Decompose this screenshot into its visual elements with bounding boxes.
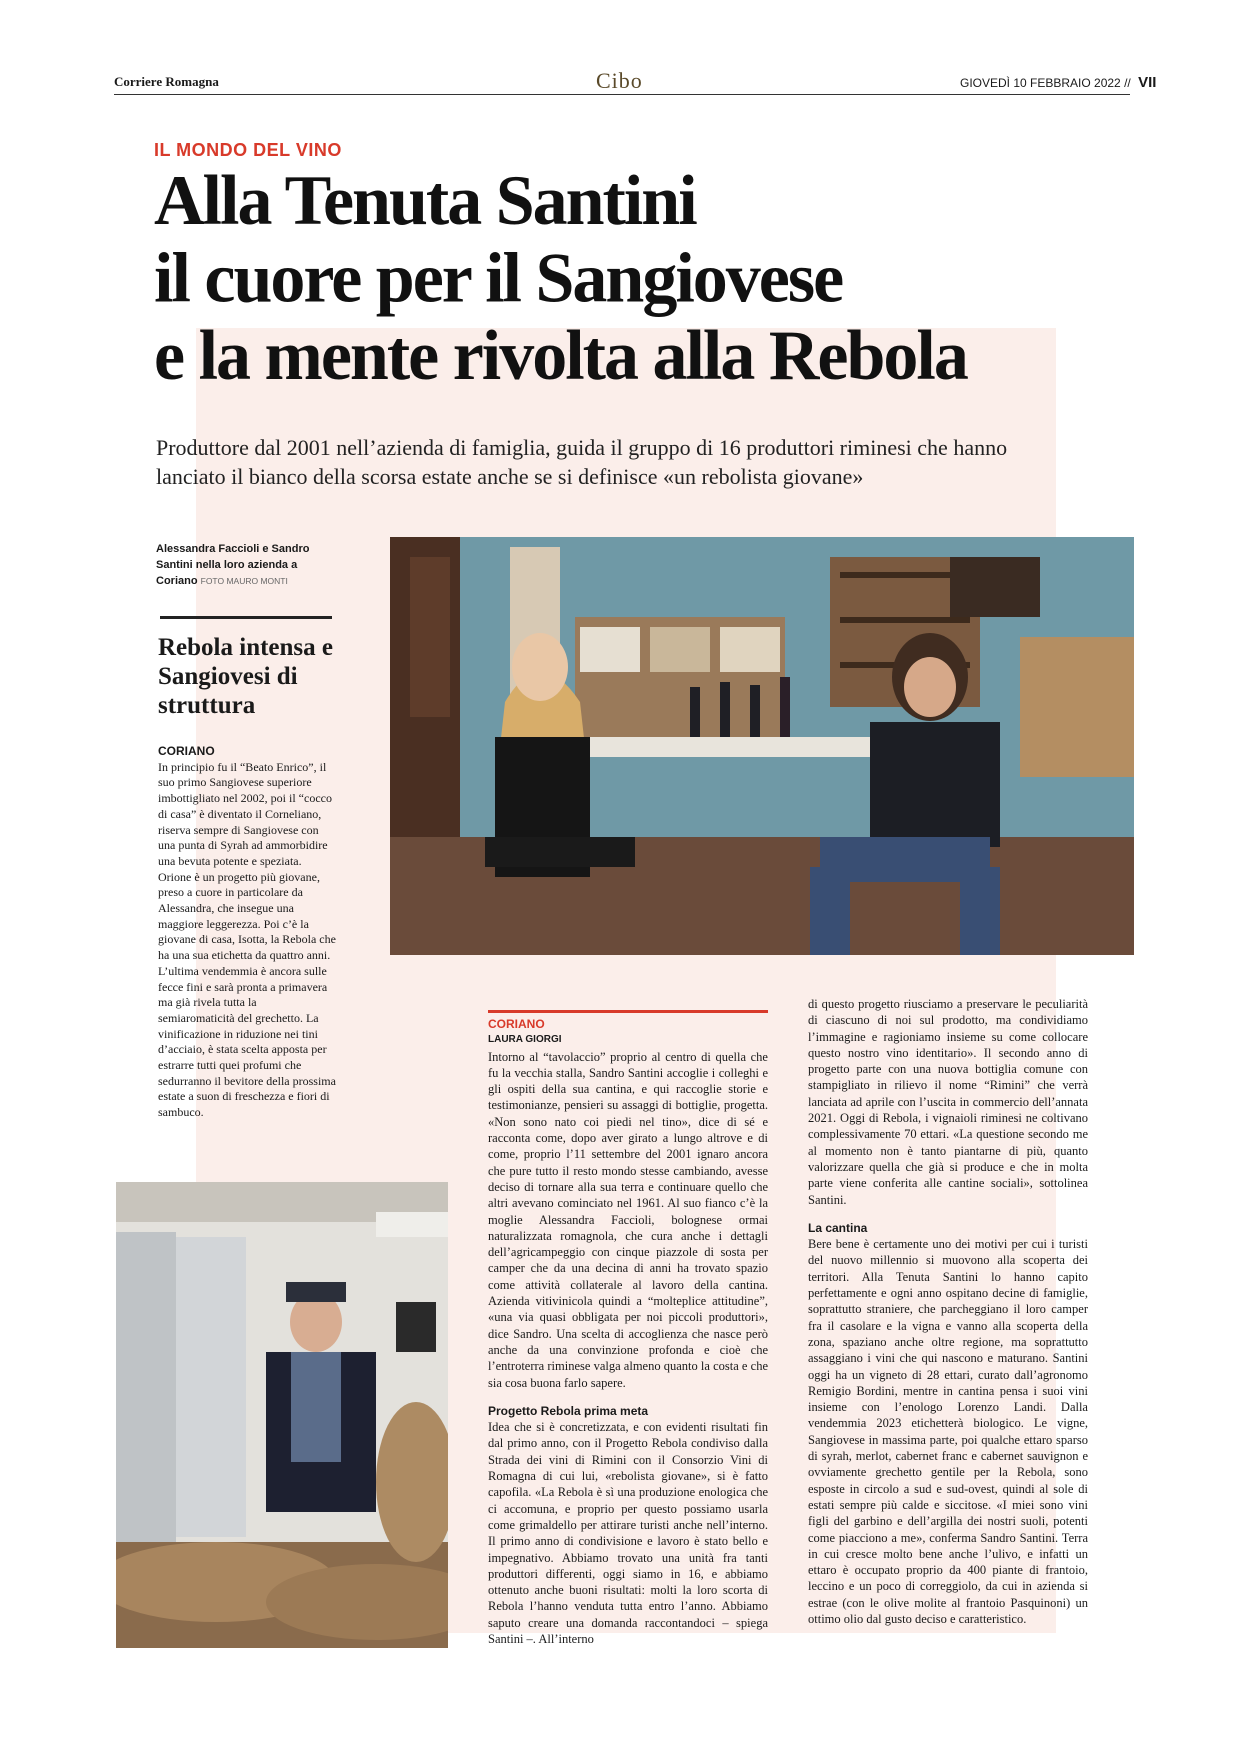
headline-line-3: e la mente rivolta alla Rebola: [154, 316, 967, 396]
article-location: CORIANO: [488, 1017, 545, 1031]
photo-credit: FOTO MAURO MONTI: [200, 576, 288, 586]
main-photo-illustration: [390, 537, 1134, 955]
article-paragraph-3: di questo progetto riusciamo a preservare le peculiarità di ciascuno di noi sul prodotto, ma condividiamo l’immagine e ragioniamo insieme su come collocare questo nostro vino identitario». Il secondo anno di progetto parte con una nuova bottiglia comune con stampigliato in rilievo il nome “Rimini” che verrà lanciata ad aprile con l’uscita in commercio dell’annata 2021. Oggi di Rebola, i vignaioli riminesi ne coltivano complessivamente 70 ettari. «La questione secondo me al momento non è tanto piantarne di più, quanto valorizzare quella che già si produce e che in molta parte viene conferita alle cantine sociali», sottolinea Santini.: [808, 997, 1088, 1207]
issue-date-line: [960, 74, 1156, 91]
article-headline: [154, 163, 1054, 396]
article-column-1: [488, 1016, 768, 1647]
sidebar-body: [158, 744, 336, 1121]
section-logo-text: Cibo: [596, 68, 643, 93]
article-column-rule: [488, 1010, 768, 1013]
date-separator: //: [1124, 76, 1131, 90]
cellar-photo: [116, 1182, 448, 1648]
article-paragraph-1: Intorno al “tavolaccio” proprio al centro di quella che fu la vecchia stalla, Sandro Santini accoglie i colleghi e gli ospiti della sua cantina, e qui raccoglie storie e testimonianze, pensieri su assaggi di bottiglie, progetta. «Non sono nato coi piedi nel tino», dice di sé e racconta come, dopo aver girato a lungo altrove e di come, proprio l’11 settembre del 2001 ignaro ancora che pure tutto il resto mondo stesse cambiando, avesse deciso di tornare alla sua terra e continuare quello che altri avevano cominciato nel 1961. Al suo fianco c’è la moglie Alessandra Faccioli, bolognese ormai naturalizzata romagnola, che cura anche i dettagli dell’agricampeggio con cinque piazzole di sosta per camper che da una decina di anni ha trovato spazio come attività collaterale al lavoro della cantina. Azienda vitivinicola quindi a “molteplice attitudine”, «una via quasi obbligata per noi piccoli produttori», dice Sandro. Una scelta di accoglienza che nasce però anche da una convinzione profonda e cioè che l’entroterra riminese valga almeno quanto la costa e che sia cosa buona farlo sapere.: [488, 1049, 768, 1390]
article-kicker: IL MONDO DEL VINO: [154, 140, 342, 160]
caption-text: Alessandra Faccioli e Sandro Santini nella loro azienda a Coriano: [156, 543, 310, 587]
headline-line-2: il cuore per il Sangiovese: [154, 239, 843, 318]
newspaper-name: Corriere Romagna: [114, 74, 219, 89]
sidebar-paragraph: In principio fu il “Beato Enrico”, il suo primo Sangiovese superiore imbottigliato nel 2002, poi il “cocco di casa” è diventato il Corneliano, riserva sempre di Sangiovese con una punta di Syrah ad ammorbidire una bevuta potente e speziata. Orione è un progetto più giovane, preso a cuore in particolare da Alessandra, che insegue una maggiore leggerezza. Poi c’è la giovane di casa, Isotta, la Rebola che ha una sua etichetta da quattro anni. L’ultima vendemmia è ancora sulle fecce fini e sarà pronta a primavera ma già rivela tutta la semiaromaticità del grechetto. La vinificazione in riduzione nei tini d’acciaio, è stata scelta apposta per estrarre tutti quei profumi che sedurranno il bevitore della prossima estate a suon di freschezza e fiori di sambuco.: [158, 759, 336, 1120]
cellar-photo-illustration: [116, 1182, 448, 1648]
page-number: VII: [1138, 74, 1157, 91]
section-logo: [596, 68, 643, 94]
article-subheading-2: La cantina: [808, 1220, 868, 1235]
sidebar-title: Rebola intensa e Sangiovesi di struttura: [158, 634, 333, 719]
photo-caption: [156, 541, 326, 589]
issue-date: GIOVEDÌ 10 FEBBRAIO 2022: [960, 76, 1121, 90]
sidebar-location: CORIANO: [158, 744, 215, 758]
article-byline: LAURA GIORGI: [488, 1034, 562, 1046]
sidebar-top-rule: [160, 616, 332, 619]
main-photo: [390, 537, 1134, 955]
article-paragraph-2: Idea che si è concretizzata, e con evidenti risultati fin dal primo anno, con il Progetto Rebola condiviso dalla Strada dei vini di Rimini con il Consorzio Vini di Romagna di cui lui, «rebolista giovane», si è fatto capofila. «La Rebola è sì una produzione enologica che ci accomuna, e proprio per questo possiamo usarla come grimaldello per attirare turisti anche nell’interno. Il primo anno di condivisione e lavoro è stato bello e impegnativo. Abbiamo trovato una unità fra tanti produttori differenti, oggi siamo in 16, e abbiamo ottenuto anche buoni risultati: molti la loro scorta di Rebola l’hanno venduta tutta entro l’anno. Abbiamo saputo creare una domanda raccontandoci – spiega Santini –. All’interno: [488, 1420, 768, 1646]
article-subheading-1: Progetto Rebola prima meta: [488, 1403, 649, 1418]
headline-line-1: Alla Tenuta Santini: [154, 161, 696, 241]
article-column-2: [808, 996, 1088, 1627]
article-paragraph-4: Bere bene è certamente uno dei motivi per cui i turisti del nuovo millennio si muovono alla scoperta dei territori. Alla Tenuta Santini lo hanno capito perfettamente e ogni anno ospitano decine di famiglie, soprattutto straniere, che parcheggiano il loro camper fra il casolare e la vigna e vanno alla scoperta della zona, spaziano anche oltre regione, ma soprattutto assaggiano i vini che qui nascono e maturano. Santini oggi ha un vigneto di 28 ettari, curato dall’agronomo Remigio Bordini, mentre in cantina pensa i suoi vini insieme con l’enologo Lorenzo Landi. Dalla vendemmia 2023 etichetterà biologico. Le vigne, Sangiovese in massima parte, poi qualche ettaro sparso di syrah, merlot, cabernet franc e cabernet sauvignon e ovviamente grechetto gentile per la Rebola, sono esposte in circolo a sud e sud-ovest, quindi al sole di estati sempre più calde e siccitose. «I miei sono vini figli del garbino e dell’argilla dei nostri suoli, potenti come piacciono a me», conferma Sandro Santini. Terra in cui cresce molto bene anche l’ulivo, e infatti un ettaro è occupato proprio da 400 piante di frantoio, leccino e un poco di correggiolo, da cui in azienda si estrae (con le olive molite al frantoio Pasquinoni) un ottimo olio dal gusto deciso e caratteristico.: [808, 1237, 1088, 1626]
masthead-rule: [114, 94, 1130, 95]
article-subhead: Produttore dal 2001 nell’azienda di famiglia, guida il gruppo di 16 produttori riminesi che hanno lanciato il bianco della scorsa estate anche se si definisce «un rebolista giovane»: [156, 435, 1008, 489]
